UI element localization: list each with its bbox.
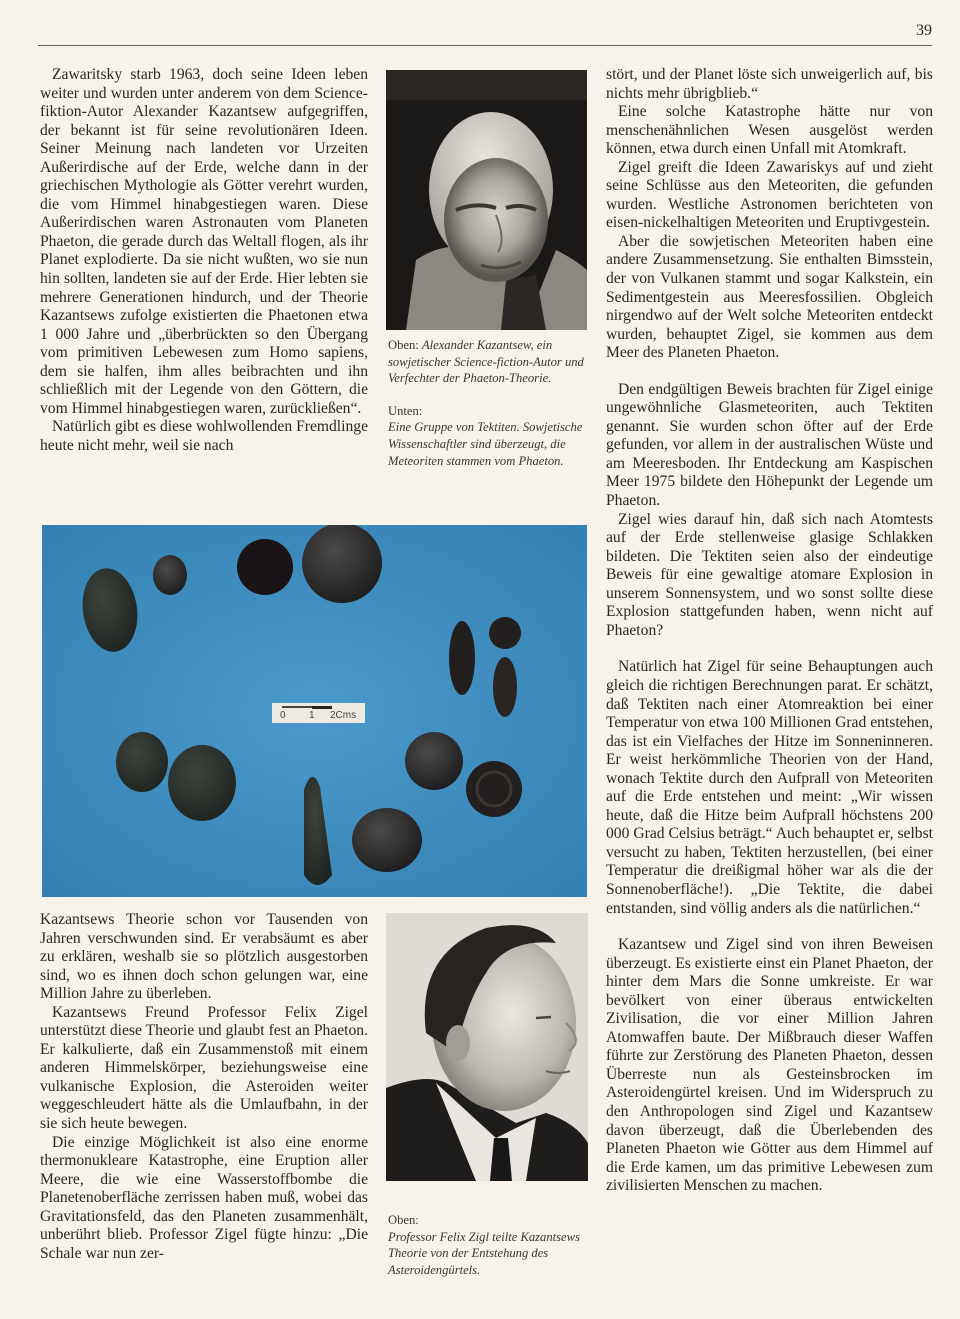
paragraph: Kazantsew und Zigel sind von ihren Beweisen überzeugt. Es existierte einst ein Planet Phaeton, der hinter dem Mars die Sonne umkreiste. Er war bevölkert von einer überaus entwickelten Zivilisation, die vor einer Million Jahren Atomwaffen baute. Der Mißbrauch dieser Waffen führte zur Zerstörung des Planeten Phaeton, dessen Überreste nun als Gesteinsbrocken im Asteroidengürtel kreisen. Und im Widerspruch zu den Anthropologen sind Zigel und Kazantsew davon überzeugt, daß die Überlebenden des Planeten Phaeton wie Götter aus dem Himmel auf die Erde kamen, um das primitive Lebewesen zum zivilisierten Menschen zu machen. [606, 936, 933, 1195]
paragraph: Die einzige Möglichkeit ist also eine enorme thermonukleare Katastrophe, eine Eruption aller Meere, die wie eine Wasserstoffbombe die Planetenoberfläche zerrissen haben muß, wobei das Gravitationsfeld, das den Planeten zusammenhält, unberührt blieb. Professor Zigel fügte hinzu: „Die Schale war nun zer- [40, 1133, 368, 1262]
tektite-splash [168, 745, 236, 821]
portrait-zigel-image [386, 913, 588, 1181]
left-column-bottom [40, 911, 368, 1263]
scale-bar-line [312, 706, 332, 709]
caption-text: Professor Felix Zigl teilte Kazantsews Theorie von der Entstehung des Asteroidengürtels. [388, 1229, 580, 1277]
tektite-rod [493, 657, 517, 717]
caption-label: Unten: [388, 403, 423, 418]
scale-label: 1 [309, 710, 315, 721]
caption-text: Alexander Kazantsew, ein sowjetischer Science-fiction-Autor und Verfechter der Phaeton-Theorie. [388, 338, 584, 386]
paragraph: Zawaritsky starb 1963, doch seine Ideen leben weiter und wurden unter anderem von dem Science-fiktion-Autor Alexander Kazantsew aufgegriffen, der bekannt ist für seine revolutionären Ideen. Seiner Meinung nach landeten vor Urzeiten Außerirdische auf der Erde, welche dann in der griechischen Mythologie als Götter verehrt wurden, die vom Himmel hinabgestiegen waren. Diese Außerirdischen waren Astronauten vom Planeten Phaeton, die gerade durch das Weltall flogen, als ihr Planet explodierte. Da sie nicht wußten, wo sie nun hin sollten, landeten sie auf der Erde. Hier lebten sie mehrere Generationen hindurch, und der Theorie Kazantsews zufolge existierten die Phaetonen etwa 1 000 Jahre und „überbrückten so den Übergang vom primitiven Lebewesen zum Homo sapiens, dem sie halfen, ihm alles beibrachten und ihn schließlich mit der Legende von den Göttern, die vom Himmel hinabgestiegen waren, zurückließen“. [40, 66, 368, 417]
paragraph: Natürlich hat Zigel für seine Behauptungen auch gleich die richtigen Berechnungen parat. Er schätzt, daß Tektiten nach einer Atomreaktion bei einer Temperatur von etwa 100 Millionen Grad entstehen, das ist ein Vielfaches der Hitze im Sonneninneren. Er weist herkömmliche Theorien von der Hand, wonach Tektite durch den Aufprall von Meteoriten auf die Erde entstehen und meint: „Wir wissen heute, daß die Hitze beim Aufprall höchstens 200 000 Grad Celsius beträgt.“ Auch behauptet er, selbst versucht zu haben, Tektiten herzustellen, (bei einer Temperatur die dreißigmal höher war als die der Sonnenoberfläche!). „Die Tektite, die dabei entstanden, sind völlig anders als die natürlichen.“ [606, 658, 933, 917]
portrait-kazantsew-image [386, 70, 587, 330]
tektite-sphere [302, 525, 382, 603]
tektite-small [153, 555, 187, 595]
paragraph: Eine solche Katastrophe hätte nur von menschenähnlichen Wesen ausgelöst werden können, etwa durch einen Unfall mit Atomkraft. [606, 103, 933, 158]
paragraph: Natürlich gibt es diese wohlwollenden Fremdlinge heute nicht mehr, weil sie nach [40, 418, 368, 454]
tektite-disc [405, 732, 463, 790]
paragraph: Zigel wies darauf hin, daß sich nach Atomtests auf der Erde stellenweise glasige Schlakken bildeten. Die Tektiten seien also der eindeutige Beweis für eine gewaltige atomare Explosion in unserem Sonnensystem, und wo sonst sollte diese Explosion stattgefunden haben, wenn nicht auf Phaeton? [606, 510, 933, 639]
caption-bottom [388, 1212, 593, 1278]
paragraph: Kazantsews Theorie schon vor Tausenden von Jahren verschwunden sind. Er verabsäumt es aber zu erklären, weshalb sie so plötzlich ausgestorben sind, wo es ihnen doch schon gelungen war, eine Million Jahre zu überleben. [40, 911, 368, 1003]
scale-label: 2Cms [330, 710, 357, 721]
right-column [606, 66, 933, 1196]
header-rule [38, 45, 932, 46]
tektite-round [352, 808, 422, 872]
tektite-flanged [466, 761, 522, 817]
caption-label: Oben: [388, 338, 419, 352]
caption-top [388, 337, 593, 469]
caption-block-tektites [388, 403, 593, 469]
scale-bar-line [282, 706, 312, 708]
paragraph: Zigel greift die Ideen Zawariskys auf und zieht seine Schlüsse aus den Meteoriten, die gefunden wurden. Westliche Astronomen berichteten von eisen-nickelhaltigen Meteoriten und Eruptivgestein. [606, 158, 933, 232]
paragraph: stört, und der Planet löste sich unweigerlich auf, bis nichts mehr übrigblieb.“ [606, 66, 933, 102]
photo-kazantsew [386, 70, 587, 330]
scale-label: 0 [280, 710, 286, 721]
paragraph: Den endgültigen Beweis brachten für Zigel einige ungewöhnliche Glasmeteoriten, auch Tektiten genannt. Sie wurden schon öfter auf der Erde gefunden, vor allem in der australischen Wüste und am Meeresboden. Ihr Entdeckung am Kaspischen Meer 1975 bildete den Höhepunkt der Legende um Phaeton. [606, 380, 933, 510]
tektite-button [489, 617, 521, 649]
caption-block-kazantsew [388, 337, 593, 387]
tektite-glossy [237, 539, 293, 595]
paragraph: Aber die sowjetischen Meteoriten haben eine andere Zusammensetzung. Sie enthalten Bimsstein, der von Vulkanen stammt und sogar Kalkstein, ein Sedimentgestein aus Meeresfossilien. Obgleich nirgendwo auf der Welt solche Meteoriten entdeckt wurden, behauptet Zigel, sie kommen aus dem Meer des Planeten Phaeton. [606, 232, 933, 362]
scale-bar [272, 703, 365, 723]
paragraph: Kazantsews Freund Professor Felix Zigel unterstützt diese Theorie und glaubt fest an Phaeton. Er kalkulierte, daß ein Zusammenstoß mit einem anderen Himmelskörper, beziehungsweise eine vulkanische Explosion, die Asteroiden weiter weggeschleudert hätte als die Umlaufbahn, in der sie sich heute bewegen. [40, 1003, 368, 1133]
caption-text: Eine Gruppe von Tektiten. Sowjetische Wissenschaftler sind überzeugt, die Meteoriten stammen vom Phaeton. [388, 420, 583, 468]
page-number: 39 [916, 22, 932, 39]
tektite-knobby [116, 732, 168, 792]
caption-label: Oben: [388, 1213, 419, 1227]
left-column-top [40, 66, 368, 455]
tektite-dumbbell [449, 621, 475, 695]
photo-zigel [386, 913, 588, 1181]
